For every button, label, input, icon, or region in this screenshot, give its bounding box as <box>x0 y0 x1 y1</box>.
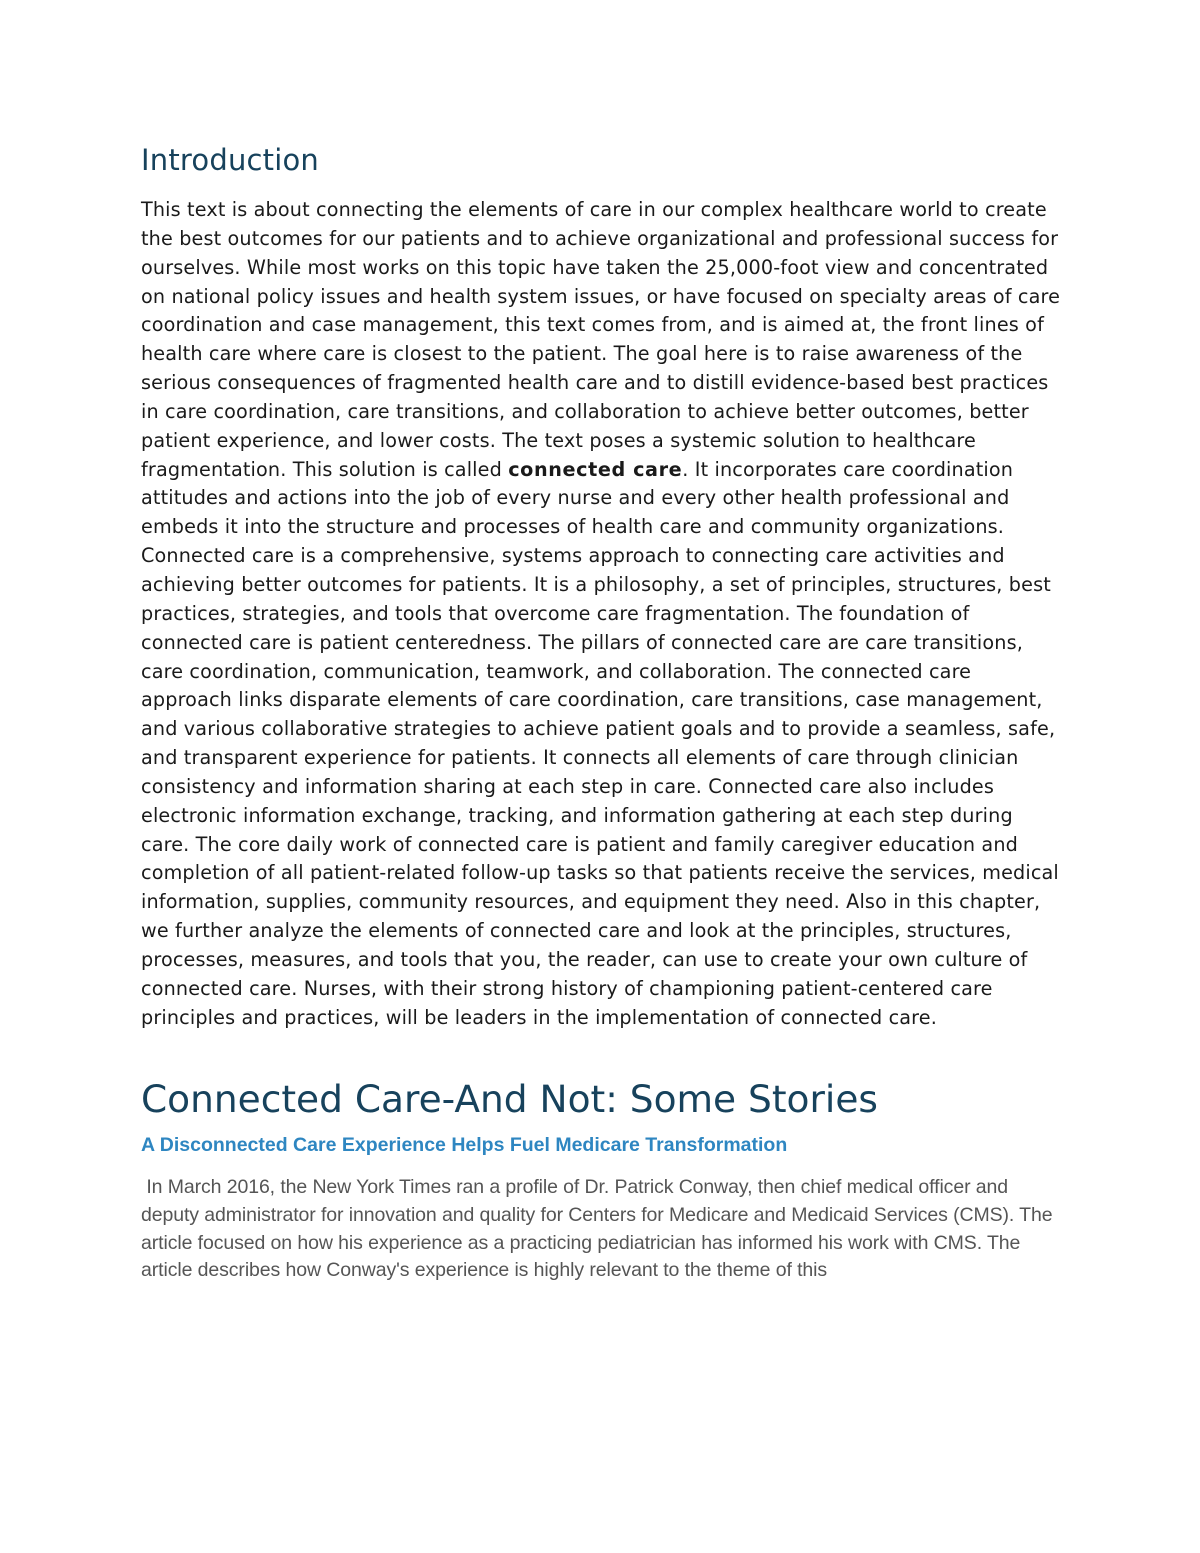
stories-subheading: A Disconnected Care Experience Helps Fuel Medicare Transformation <box>141 1134 788 1157</box>
introduction-text-part-2: . It incorporates care coordination attitudes and actions into the job of every nurse and every other health professional and embeds it into the structure and processes of health care and community organizations. Connected care is a comprehensive, systems approach to connecting care activities and achieving better outcomes for patients. It is a philosophy, a set of principles, structures, best practices, strategies, and tools that overcome care fragmentation. The foundation of connected care is patient centeredness. The pillars of connected care are care transitions, care coordination, communication, teamwork, and collaboration. The connected care approach links disparate elements of care coordination, care transitions, case management, and various collaborative strategies to achieve patient goals and to provide a seamless, safe, and transparent experience for patients. It connects all elements of care through clinician consistency and information sharing at each step in care. Connected care also includes electronic information exchange, tracking, and information gathering at each step during care. The core daily work of connected care is patient and family caregiver education and completion of all patient-related follow-up tasks so that patients receive the services, medical information, supplies, community resources, and equipment they need. Also in this chapter, we further analyze the elements of connected care and look at the principles, structures, processes, measures, and tools that you, the reader, can use to create your own culture of connected care. Nurses, with their strong history of championing patient-centered care principles and practices, will be leaders in the implementation of connected care. <box>141 457 1059 1029</box>
introduction-paragraph <box>141 196 1061 1032</box>
introduction-text-part-1: This text is about connecting the elements of care in our complex healthcare world to create the best outcomes for our patients and to achieve organizational and professional success for ourselves. While most works on this topic have taken the 25,000-foot view and concentrated on national policy issues and health system issues, or have focused on specialty areas of care coordination and case management, this text comes from, and is aimed at, the front lines of health care where care is closest to the patient. The goal here is to raise awareness of the serious consequences of fragmented health care and to distill evidence-based best practices in care coordination, care transitions, and collaboration to achieve better outcomes, better patient experience, and lower costs. The text poses a systemic solution to healthcare fragmentation. This solution is called <box>141 198 1061 481</box>
introduction-heading: Introduction <box>141 143 320 177</box>
document-content <box>141 140 1061 1285</box>
stories-paragraph: In March 2016, the New York Times ran a profile of Dr. Patrick Conway, then chief medical officer and deputy administrator for innovation and quality for Centers for Medicare and Medicaid Services (CMS). The article focused on how his experience as a practicing pediatrician has informed his work with CMS. The article describes how Conway's experience is highly relevant to the theme of this <box>141 1176 1058 1282</box>
stories-heading: Connected Care-And Not: Some Stories <box>141 1077 878 1122</box>
connected-care-term: connected care <box>508 457 683 481</box>
